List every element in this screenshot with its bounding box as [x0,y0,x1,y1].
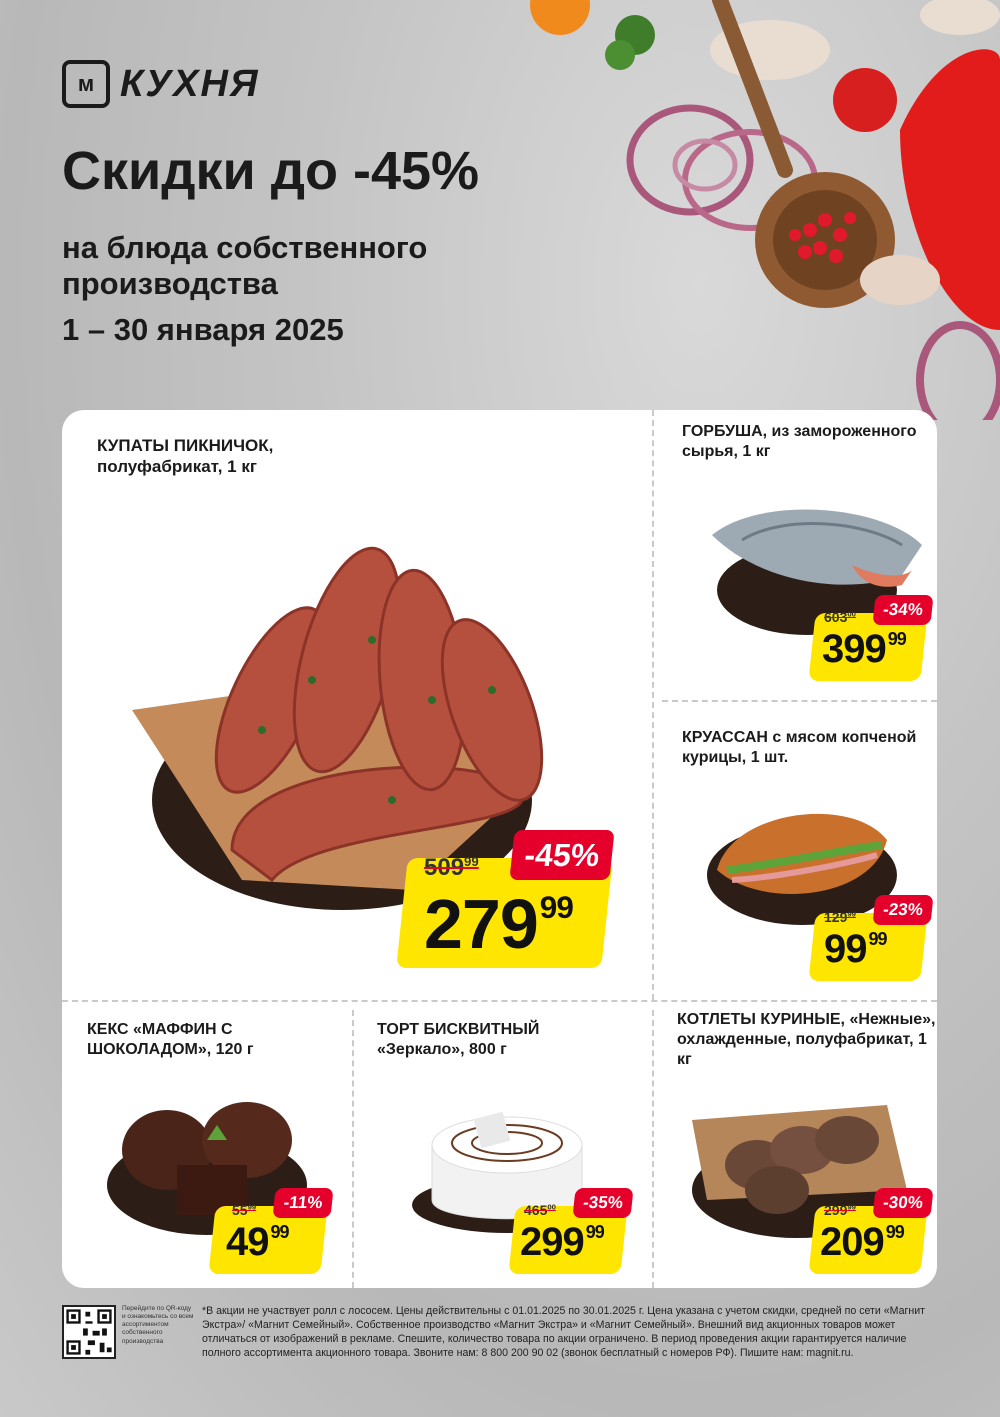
horizontal-divider [662,700,937,702]
price-tag [812,1188,937,1278]
product-card-gorbusha[interactable] [662,410,937,700]
old-price: $299^{99}$ [824,1202,856,1218]
price-tag [812,895,937,985]
old-price: $55^{99}$ [232,1202,257,1218]
product-title: ГОРБУША, из замороженного сырья, 1 кг [682,423,917,460]
current-price: 99 $^{99}$ [824,927,887,971]
price-tag [512,1188,637,1278]
legal-disclaimer: *В акции не участвует ролл с лососем. Цены действительны с 01.01.2025 по 30.01.2025 г. Цена указана с учетом скидки, средней по сети «Магнит Экстра»/ «Магнит Семейный». Собственное производство «Магнит Экстра» и «Магнит Семейный». Внешний вид акционных товаров может отличаться от изображений в рекламе. Спешите, количество товара по акции ограничено. В период проведения акции гарантируется наличие полного ассортимента акционного товара. Звоните нам: 8 800 200 90 02 (звонок бесплатный с номеров РФ). Пишите нам: magnit.ru. [202,1305,925,1359]
hero-banner [0,0,1000,430]
product-title: ТОРТ БИСКВИТНЫЙ «Зеркало», 800 г [377,1021,540,1058]
discount-badge: -11% [272,1188,333,1218]
current-price: 209 $^{99}$ [820,1220,904,1264]
product-title: КУПАТЫ ПИКНИЧОК, полуфабрикат, 1 кг [97,436,274,477]
qr-caption: Перейдите по QR-коду и ознакомьтесь со всем ассортиментом собственного производства [122,1305,194,1345]
discount-badge: -30% [872,1188,933,1218]
magnit-logo-icon: м [62,60,110,108]
product-card-kupaty[interactable] [62,410,652,1000]
discount-badge: -45% [509,830,614,880]
old-price: $129^{99}$ [824,909,856,925]
brand-name: КУХНЯ [120,62,260,105]
old-price: $509^{99}$ [424,854,479,881]
product-card-cake[interactable] [362,1010,652,1288]
footer [62,1305,937,1385]
products-panel [62,410,937,1288]
discount-badge: -35% [572,1188,633,1218]
price-tag [812,595,937,685]
old-price: $603^{00}$ [824,609,856,625]
food-decoration-image [520,0,1000,420]
current-price: 299 $^{99}$ [520,1220,604,1264]
promo-dates: 1 – 30 января 2025 [62,312,344,347]
headline: Скидки до -45% [62,141,480,201]
price-tag [402,830,617,970]
product-card-croissant[interactable] [662,710,937,1000]
current-price: 49 $^{99}$ [226,1220,289,1264]
product-title: КОТЛЕТЫ КУРИНЫЕ, «Нежные», охлажденные, полуфабрикат, 1 кг [677,1011,936,1068]
discount-badge: -23% [872,895,933,925]
product-card-cutlets[interactable] [662,1010,937,1288]
horizontal-divider [62,1000,937,1002]
brand-logo [62,60,260,108]
vertical-divider [652,1010,654,1288]
current-price: 399 $^{99}$ [822,627,906,671]
old-price: $465^{00}$ [524,1202,556,1218]
product-title: КЕКС «МАФФИН С ШОКОЛАДОМ», 120 г [87,1021,254,1058]
price-tag [212,1188,337,1278]
product-card-muffin[interactable] [62,1010,352,1288]
product-title: КРУАССАН с мясом копченой курицы, 1 шт. [682,729,917,766]
discount-badge: -34% [872,595,933,625]
vertical-divider [352,1010,354,1288]
vertical-divider [652,410,654,1000]
subheadline: на блюда собственного производства [62,230,428,301]
qr-code-icon[interactable] [62,1305,116,1359]
current-price: $279^{99}$ [424,885,573,963]
